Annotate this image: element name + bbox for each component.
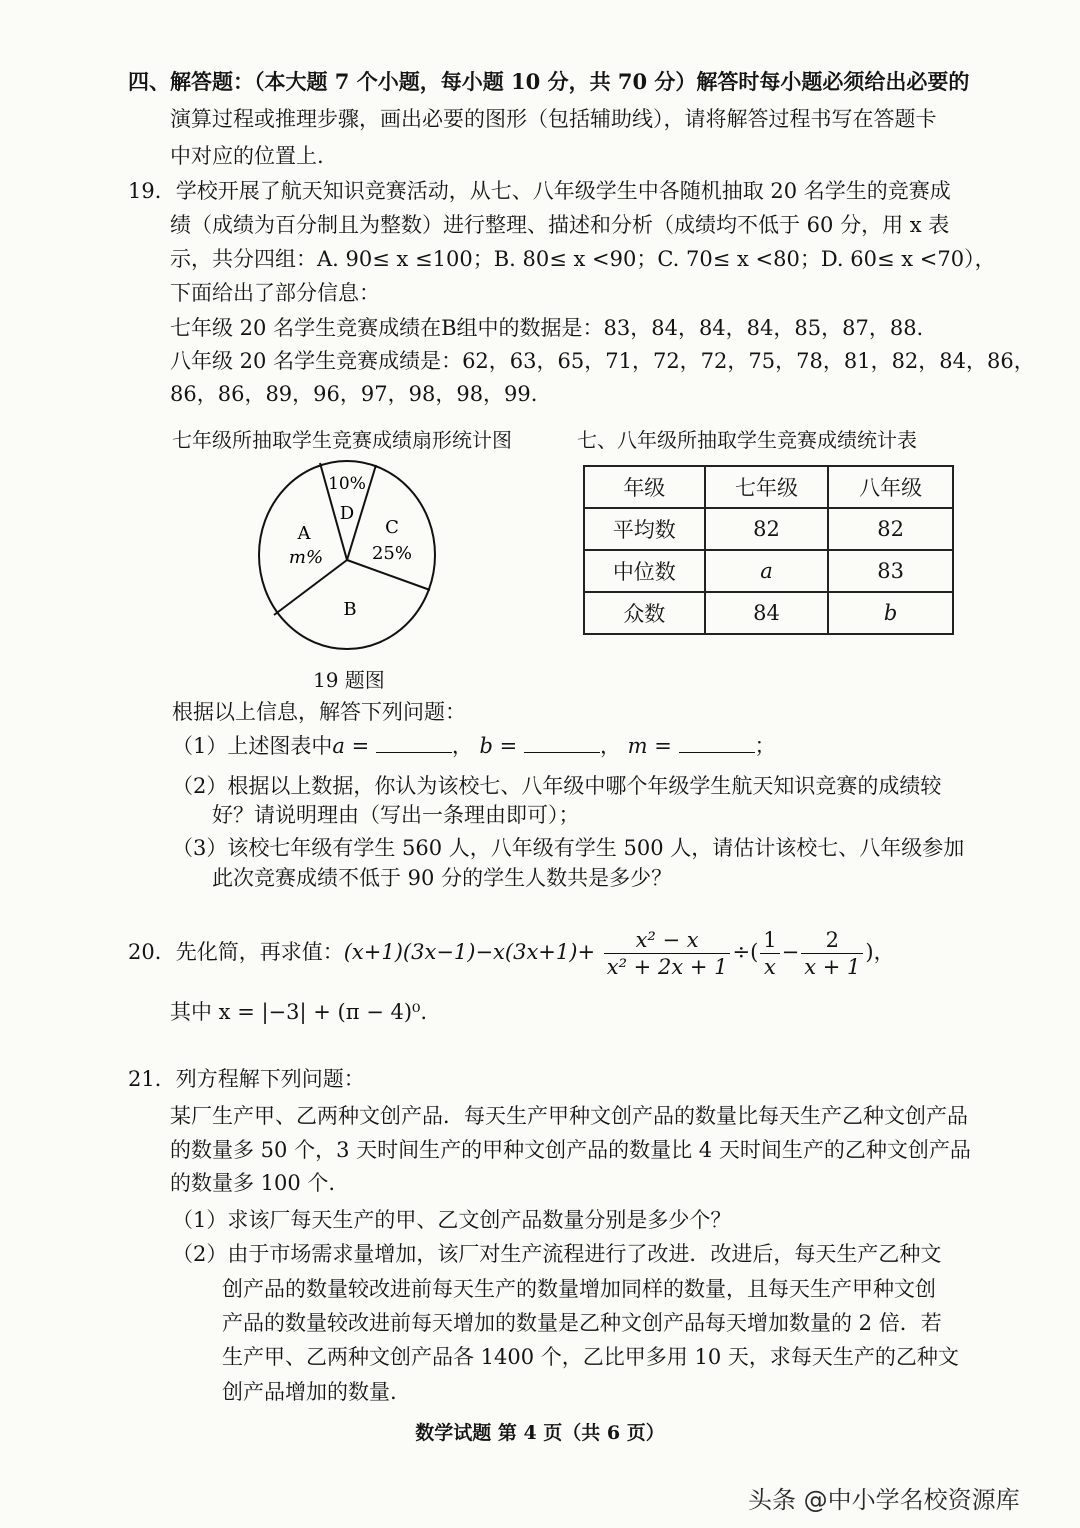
q19-grade8-data-line2: 86，86，89，96，97，98，98，99. xyxy=(170,382,538,406)
table-header-grade7: 七年级 xyxy=(705,466,829,508)
fraction-2 xyxy=(760,927,779,980)
section-heading-line1: 四、解答题：（本大题 7 个小题，每小题 10 分，共 70 分）解答时每小题必须给出必要的 xyxy=(128,69,970,94)
q20-div: ÷( xyxy=(732,940,759,964)
q21-part2-line2: 创产品的数量较改进前每天生产的数量增加同样的数量，且每天生产甲种文创 xyxy=(222,1277,936,1301)
fraction-2-numerator: 1 xyxy=(760,927,779,954)
pie-chart xyxy=(250,455,450,655)
q19-line3: 示，共分四组：A. 90≤ x ≤100；B. 80≤ x <90；C. 70≤ x <80；D. 60≤ x <70）， xyxy=(170,247,996,271)
q19-part3-line2: 此次竞赛成绩不低于 90 分的学生人数共是多少？ xyxy=(212,866,673,890)
q19-part1-prefix: （1）上述图表中 xyxy=(172,734,333,758)
q19-grade8-data-line1: 八年级 20 名学生竞赛成绩是：62，63，65，71，72，72，75，78，81，82，84，86， xyxy=(170,349,1035,373)
q20-expr1: (x+1)(3x−1)−x(3x+1)+ xyxy=(343,940,596,964)
pie-label-c: C xyxy=(385,517,399,538)
q21-line1: 21．列方程解下列问题： xyxy=(128,1067,365,1091)
pie-divider-c-b xyxy=(347,560,430,590)
q19-line4: 下面给出了部分信息： xyxy=(170,281,380,305)
stats-table xyxy=(583,465,954,635)
pie-label-d-value: 10% xyxy=(328,474,366,494)
table-cell: 中位数 xyxy=(584,550,705,592)
q19-part2-line2: 好？请说明理由（写出一条理由即可）； xyxy=(212,803,580,827)
figure-caption: 19 题图 xyxy=(313,668,385,692)
table-cell: 平均数 xyxy=(584,508,705,550)
q20-expression xyxy=(128,927,895,980)
q20-close: )， xyxy=(865,940,895,964)
q20-condition: 其中 x = |−3| + (π − 4)⁰. xyxy=(170,1000,428,1024)
fraction-3-numerator: 2 xyxy=(801,927,863,954)
answer-blank-m[interactable] xyxy=(679,730,755,753)
q19-part1 xyxy=(172,730,776,761)
fraction-1 xyxy=(604,927,731,980)
answer-blank-a[interactable] xyxy=(376,730,452,753)
section-heading-line3: 中对应的位置上. xyxy=(170,144,324,168)
q19-intro: 根据以上信息，解答下列问题： xyxy=(172,700,466,724)
table-cell: b xyxy=(828,592,953,634)
q19-part1-b: b = xyxy=(479,734,518,758)
q19-line1: 19．学校开展了航天知识竞赛活动，从七、八年级学生中各随机抽取 20 名学生的竞赛成 xyxy=(128,179,951,203)
fraction-3 xyxy=(801,927,863,980)
q21-line2: 某厂生产甲、乙两种文创产品．每天生产甲种文创产品的数量比每天生产乙种文创产品 xyxy=(170,1104,968,1128)
q19-part3-line1: （3）该校七年级有学生 560 人，八年级有学生 500 人，请估计该校七、八年级参加 xyxy=(172,836,965,860)
q19-part1-sep2: ， xyxy=(599,734,621,758)
fraction-1-numerator: x² − x xyxy=(604,927,731,954)
table-cell: 82 xyxy=(828,508,953,550)
q19-line2: 绩（成绩为百分制且为整数）进行整理、描述和分析（成绩均不低于 60 分，用 x 表 xyxy=(170,213,950,237)
q19-grade7-data: 七年级 20 名学生竞赛成绩在B组中的数据是：83，84，84，84，85，87，88. xyxy=(170,316,924,340)
q19-part2-line1: （2）根据以上数据，你认为该校七、八年级中哪个年级学生航天知识竞赛的成绩较 xyxy=(172,774,942,798)
table-header-grade8: 八年级 xyxy=(828,466,953,508)
q20-prefix: 20．先化简，再求值： xyxy=(128,940,344,964)
q21-part2-line5: 创产品增加的数量. xyxy=(222,1380,397,1404)
q21-part2-line4: 生产甲、乙两种文创产品各 1400 个，乙比甲多用 10 天，求每天生产的乙种文 xyxy=(222,1345,959,1369)
table-cell: 82 xyxy=(705,508,829,550)
page-footer: 数学试题 第 4 页（共 6 页） xyxy=(415,1422,665,1444)
table-row xyxy=(584,592,953,634)
section-heading-line2: 演算过程或推理步骤，画出必要的图形（包括辅助线），请将解答过程书写在答题卡 xyxy=(170,107,937,131)
q21-part1: （1）求该厂每天生产的甲、乙文创产品数量分别是多少个？ xyxy=(172,1208,732,1232)
pie-chart-title: 七年级所抽取学生竞赛成绩扇形统计图 xyxy=(172,428,512,452)
q19-part1-end: ； xyxy=(754,734,776,758)
table-header-grade: 年级 xyxy=(584,466,705,508)
q21-line4: 的数量多 100 个. xyxy=(170,1171,336,1195)
pie-label-a: A xyxy=(297,523,311,544)
pie-label-d: D xyxy=(339,503,355,524)
pie-label-a-value: m% xyxy=(288,547,324,568)
table-row xyxy=(584,508,953,550)
watermark: 头条 @中小学名校资源库 xyxy=(748,1486,1020,1514)
table-cell: 众数 xyxy=(584,592,705,634)
answer-blank-b[interactable] xyxy=(524,730,600,753)
fraction-2-denominator: x xyxy=(764,955,776,979)
fraction-3-denominator: x + 1 xyxy=(804,955,861,979)
pie-divider-b-a xyxy=(274,560,347,615)
q21-part2-line3: 产品的数量较改进前每天增加的数量是乙种文创产品每天增加数量的 2 倍．若 xyxy=(222,1311,942,1335)
table-cell: 83 xyxy=(828,550,953,592)
q19-part1-a: a = xyxy=(332,734,370,758)
stats-table-title: 七、八年级所抽取学生竞赛成绩统计表 xyxy=(577,428,917,452)
q21-part2-line1: （2）由于市场需求量增加，该厂对生产流程进行了改进．改进后，每天生产乙种文 xyxy=(172,1242,942,1266)
q21-line3: 的数量多 50 个，3 天时间生产的甲种文创产品的数量比 4 天时间生产的乙种文创产品 xyxy=(170,1138,971,1162)
fraction-1-denominator: x² + 2x + 1 xyxy=(606,955,728,979)
table-header-row xyxy=(584,466,953,508)
pie-label-c-value: 25% xyxy=(371,543,413,564)
q19-part1-sep1: ， xyxy=(451,734,473,758)
table-row xyxy=(584,550,953,592)
table-cell: 84 xyxy=(705,592,829,634)
q19-part1-m: m = xyxy=(627,734,672,758)
table-cell: a xyxy=(705,550,829,592)
q20-minus: − xyxy=(781,940,800,964)
pie-label-b: B xyxy=(343,599,357,620)
